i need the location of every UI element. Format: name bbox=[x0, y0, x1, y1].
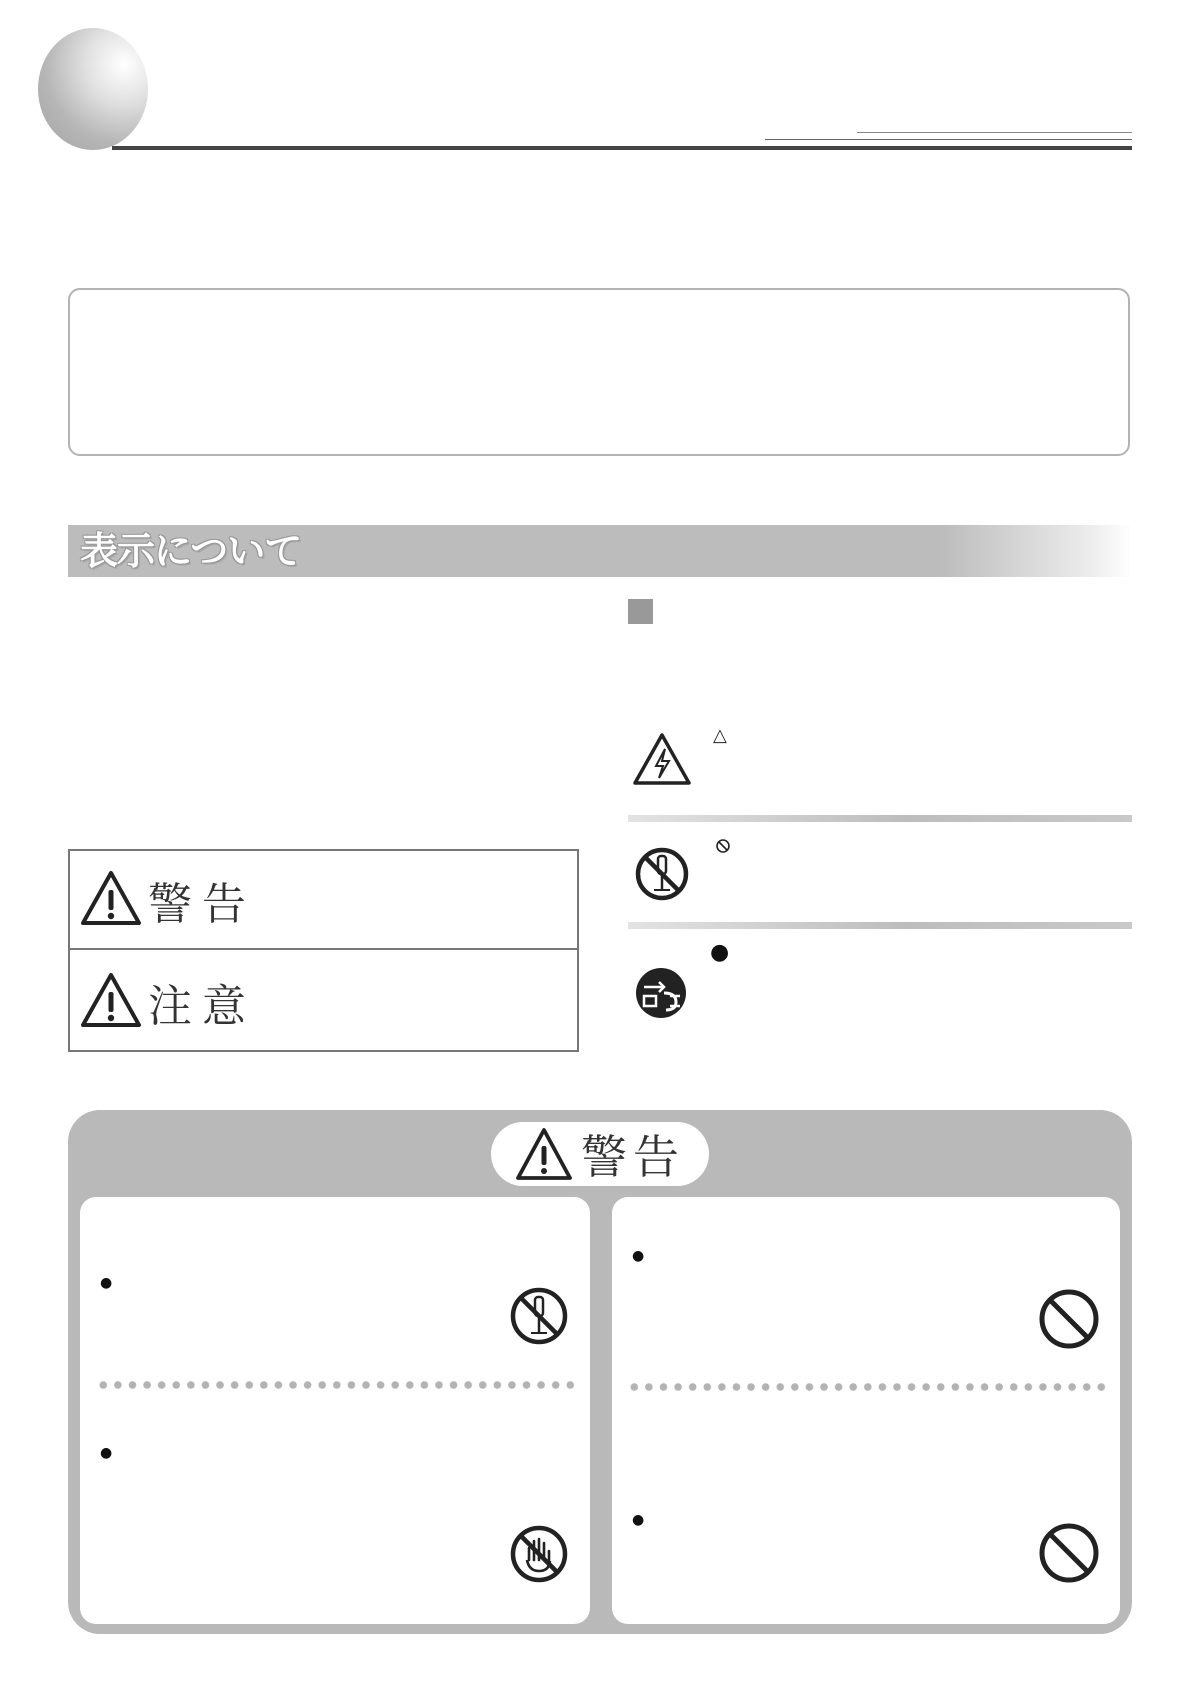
list-bullet: ● bbox=[100, 1275, 113, 1291]
intro-box bbox=[68, 288, 1130, 456]
caution-triangle-icon bbox=[80, 972, 142, 1028]
warning-triangle-icon bbox=[80, 870, 142, 926]
header-rule-thin bbox=[765, 139, 1132, 140]
list-bullet: ● bbox=[100, 1445, 113, 1461]
legend-warning-label: 警告 bbox=[148, 879, 256, 930]
triangle-mark: △ bbox=[713, 725, 727, 746]
warning-pill-label: 警告 bbox=[581, 1130, 685, 1184]
square-marker-icon bbox=[628, 599, 653, 624]
legend-caution-label: 注意 bbox=[148, 981, 256, 1032]
prohibit-mark bbox=[715, 838, 731, 858]
legend-divider bbox=[68, 948, 579, 950]
symbol-divider bbox=[628, 922, 1132, 929]
header-rule-thin-top bbox=[857, 132, 1132, 133]
prohibit-icon bbox=[1038, 1288, 1100, 1350]
header-rule bbox=[112, 146, 1132, 150]
legend-table bbox=[68, 849, 579, 1052]
no-disassemble-icon bbox=[509, 1286, 569, 1346]
prohibit-icon bbox=[1038, 1522, 1100, 1584]
header-circle-decoration bbox=[38, 28, 148, 150]
warning-pill-triangle-icon bbox=[515, 1127, 573, 1181]
no-disassemble-icon bbox=[634, 846, 690, 902]
section-title: 表示について bbox=[80, 529, 302, 573]
dotted-divider bbox=[627, 1383, 1107, 1391]
list-bullet: ● bbox=[632, 1512, 645, 1528]
electric-shock-icon bbox=[632, 732, 692, 786]
unplug-icon bbox=[634, 966, 688, 1020]
no-touch-icon bbox=[509, 1524, 569, 1584]
warning-pill bbox=[491, 1122, 709, 1186]
instruct-mark: ● bbox=[710, 940, 730, 965]
symbol-divider bbox=[628, 815, 1132, 822]
dotted-divider bbox=[96, 1381, 576, 1389]
list-bullet: ● bbox=[632, 1248, 645, 1264]
